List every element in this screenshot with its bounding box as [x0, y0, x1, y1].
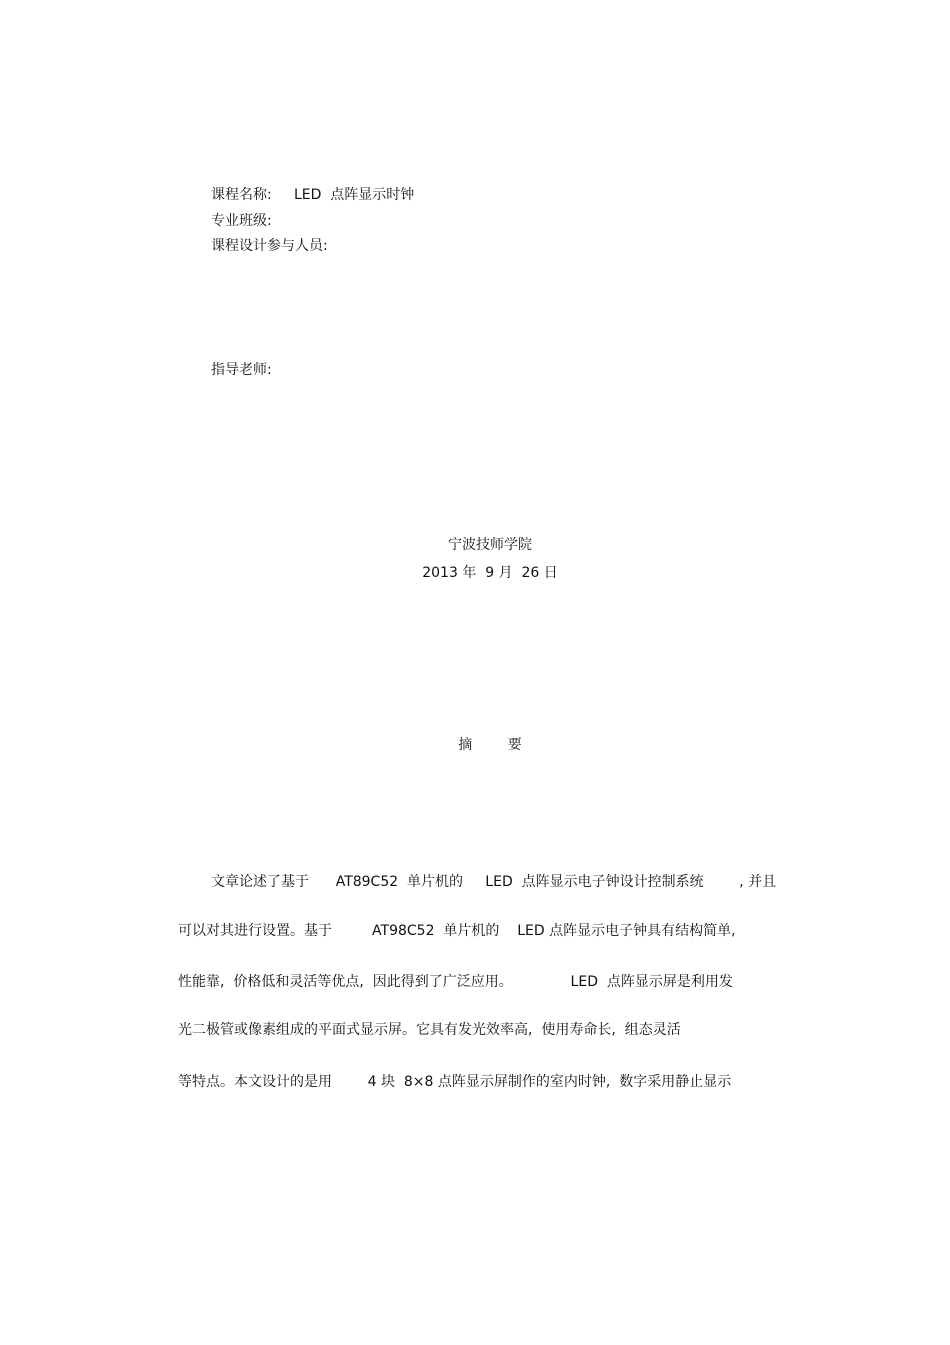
abstract-heading: 摘 要 [458, 737, 522, 753]
abstract-line: 性能靠, 价格低和灵活等优点, 因此得到了广泛应用。 LED 点阵显示屏是利用发 [178, 974, 733, 990]
school-name: 宁波技师学院 [448, 537, 532, 553]
abstract-line: 可以对其进行设置。基于 AT98C52 单片机的 LED 点阵显示电子钟具有结构简单, [178, 923, 736, 939]
abstract-line: 等特点。本文设计的是用 4 块 8×8 点阵显示屏制作的室内时钟, 数字采用静止显示 [178, 1074, 732, 1090]
advisor: 指导老师: [211, 362, 272, 378]
course-name: 课程名称: LED 点阵显示时钟 [211, 187, 415, 203]
participants: 课程设计参与人员: [211, 238, 328, 254]
date: 2013 年 9 月 26 日 [422, 565, 558, 581]
major-class: 专业班级: [211, 213, 272, 229]
abstract-line: 文章论述了基于 AT89C52 单片机的 LED 点阵显示电子钟设计控制系统 , 并且 [211, 874, 777, 890]
abstract-line: 光二极管或像素组成的平面式显示屏。它具有发光效率高, 使用寿命长, 组态灵活 [178, 1022, 681, 1038]
